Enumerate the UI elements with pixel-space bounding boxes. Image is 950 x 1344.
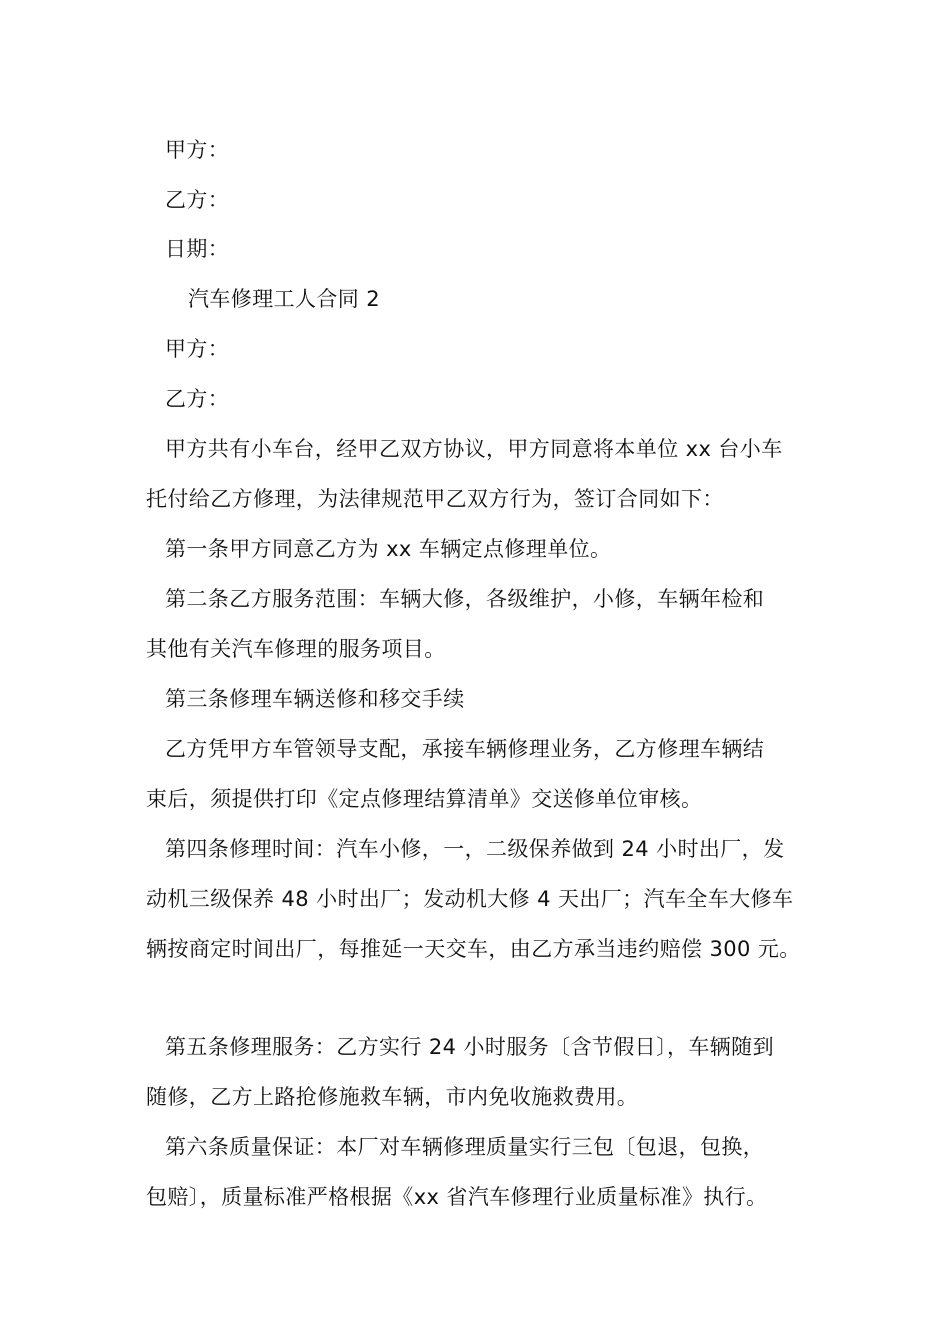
clause-2-line: 其他有关汽车修理的服务项目。 [146,637,446,661]
paragraph-line: 甲方共有小车台，经甲乙双方协议，甲方同意将本单位 xx 台小车 [165,437,783,461]
clause-5-line: 随修，乙方上路抢修施救车辆，市内免收施救费用。 [146,1085,639,1109]
party-a-label-2: 甲方： [165,337,230,361]
clause-4-line: 动机三级保养 48 小时出厂；发动机大修 4 天出厂；汽车全车大修车 [146,887,794,911]
clause-1: 第一条甲方同意乙方为 xx 车辆定点修理单位。 [165,537,612,561]
clause-6-line: 第六条质量保证：本厂对车辆修理质量实行三包〔包退，包换， [165,1135,765,1159]
clause-5-line: 第五条修理服务：乙方实行 24 小时服务〔含节假日〕，车辆随到 [165,1035,774,1059]
clause-3-line: 束后，须提供打印《定点修理结算清单》交送修单位审核。 [146,787,703,811]
clause-4-line: 辆按商定时间出厂，每推延一天交车，由乙方承当违约赔偿 300 元。 [146,937,801,961]
paragraph-line: 托付给乙方修理，为法律规范甲乙双方行为，签订合同如下： [146,487,724,511]
clause-2-line: 第二条乙方服务范围：车辆大修，各级维护，小修，车辆年检和 [165,587,765,611]
clause-6-line: 包赔〕，质量标准严格根据《xx 省汽车修理行业质量标准》执行。 [146,1185,768,1209]
clause-3-heading: 第三条修理车辆送修和移交手续 [165,687,465,711]
party-a-label: 甲方： [165,138,230,162]
date-label: 日期： [165,237,230,261]
clause-3-line: 乙方凭甲方车管领导支配，承接车辆修理业务，乙方修理车辆结 [165,737,765,761]
party-b-label-2: 乙方： [165,387,230,411]
party-b-label: 乙方： [165,188,230,212]
contract-title: 汽车修理工人合同 2 [188,287,381,311]
clause-4-line: 第四条修理时间：汽车小修，一，二级保养做到 24 小时出厂，发 [165,837,785,861]
